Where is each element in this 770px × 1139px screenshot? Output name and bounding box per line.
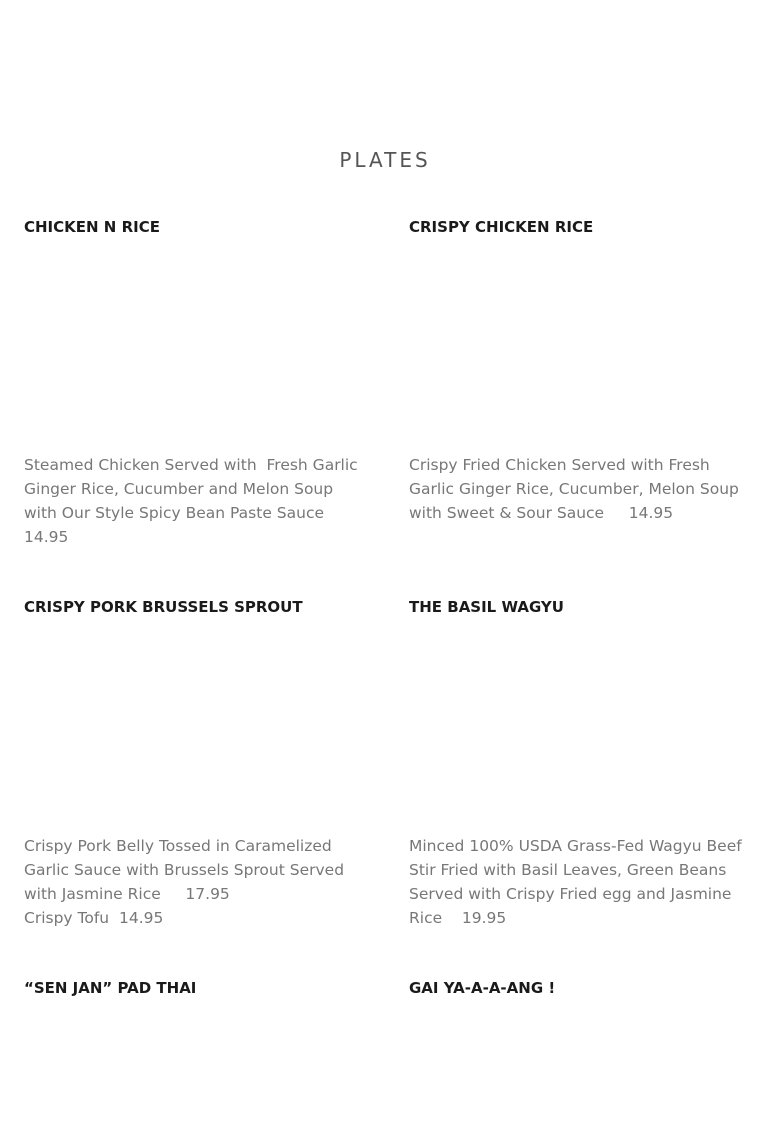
menu-item-description-block [24, 834, 369, 930]
menu-item-description: Crispy Fried Chicken Served with Fresh Garlic Ginger Rice, Cucumber, Melon Soup with Sweet & Sour Sauce 14.95 [409, 456, 744, 522]
menu-item-image-placeholder [409, 255, 754, 445]
menu-item-crispy-chicken-rice [409, 217, 754, 445]
menu-item-sen-jan-pad-thai [24, 978, 369, 998]
menu-item-chicken-n-rice [24, 217, 369, 445]
menu-item-image-placeholder [24, 255, 369, 445]
menu-item-description-block [409, 834, 754, 930]
menu-item-description: Steamed Chicken Served with Fresh Garlic Ginger Rice, Cucumber and Melon Soup with Our Style Spicy Bean Paste Sauce 14.95 [24, 456, 363, 546]
menu-item-name: THE BASIL WAGYU [409, 598, 564, 616]
menu-item-name: GAI YA-A-A-ANG ! [409, 979, 556, 997]
menu-item-description: Minced 100% USDA Grass-Fed Wagyu Beef Stir Fried with Basil Leaves, Green Beans Served with Crispy Fried egg and Jasmine Rice 19.95 [409, 837, 747, 927]
menu-item-description: Crispy Pork Belly Tossed in Caramelized Garlic Sauce with Brussels Sprout Served with Jasmine Rice 17.95 Crispy Tofu 14.95 [24, 837, 345, 927]
menu-item-name: “SEN JAN” PAD THAI [24, 979, 197, 997]
menu-item-name: CRISPY PORK BRUSSELS SPROUT [24, 598, 303, 616]
menu-item-the-basil-wagyu [409, 597, 754, 825]
menu-item-name: CRISPY CHICKEN RICE [409, 218, 594, 236]
menu-item-name: CHICKEN N RICE [24, 218, 160, 236]
menu-item-image-placeholder [24, 635, 369, 825]
menu-item-crispy-pork-brussels-sprout [24, 597, 369, 825]
menu-item-image-placeholder [409, 635, 754, 825]
section-title: PLATES [339, 148, 431, 172]
menu-item-description-block [24, 453, 369, 549]
menu-item-description-block [409, 453, 754, 525]
menu-item-gai-yaang [409, 978, 754, 998]
